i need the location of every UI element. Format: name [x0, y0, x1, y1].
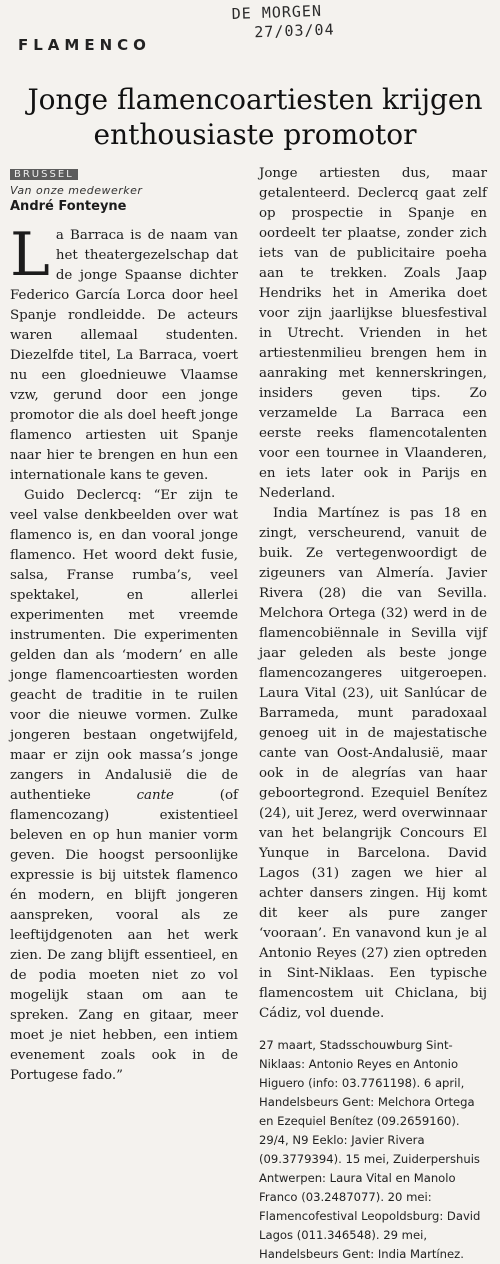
- headline: Jonge flamencoartiesten krijgen enthousiaste promotor: [27, 83, 483, 151]
- handwritten-stamp: [231, 0, 402, 43]
- article-paragraph: Guido Declercq: “Er zijn te veel valse denkbeelden over wat flamenco is, en dan vooral jonge flamenco. Het woord dekt fusie, salsa, Franse rumba’s, veel spektakel, en allerlei experimenten met vreemde instrumenten. Die experimenten gelden dan als ‘modern’ en alle jonge flamencoartiesten worden geacht de traditie in te ruilen voor die nieuwe vormen. Zulke jongeren bestaan ongetwijfeld, maar er zijn ook massa’s jonge zangers in Andalusië die de authentieke cante (of flamencozang) existentieel beleven en op hun manier vorm geven. Die hoogst persoonlijke expressie is bij uitstek flamenco én modern, en blijft jongeren aanspreken, vooral als ze leeftijdgenoten aan het werk zien. De zang blijft essentieel, en de podia moeten niet zo vol mogelijk staan om aan te spreken. Zang en gitaar, meer moet je niet hebben, een intiem evenement zoals ook in de Portugese fado.”: [10, 488, 238, 1083]
- stamp-date: 27/03/04: [254, 20, 335, 42]
- byline-city: BRUSSEL: [10, 169, 78, 180]
- italic-term: cante: [136, 788, 174, 803]
- article-paragraph: La Barraca is de naam van het theatergezelschap dat de jonge Spaanse dichter Federico García Lorca door heel Spanje rondleidde. De acteurs waren allemaal studenten. Diezelfde titel, La Barraca, voert nu een gloednieuwe Vlaamse vzw, gerund door een jonge promotor die als doel heeft jonge flamenco artiesten uit Spanje naar hier te brengen en hun een internationale kans te geven.: [10, 220, 238, 483]
- article-paragraph-continued: Jonge artiesten dus, maar getalenteerd. Declercq gaat zelf op prospectie in Spanje en oordeelt ter plaatse, zonder zich iets van de publicitaire poeha aan te trekken. Zoals Jaap Hendriks het in Amerika doet voor zijn jaarlijkse bluesfestival in Utrecht. Vrienden in het artiestenmilieu brengen hem in aanraking met kennerskringen, insiders geven tips. Zo verzamelde La Barraca een eerste reeks flamencotalenten voor een tournee in Vlaanderen, en iets later ook in Parijs en Nederland.: [259, 166, 487, 501]
- event-info: 27 maart, Stadsschouwburg Sint-Niklaas: Antonio Reyes en Antonio Higuero (info: 03.7761198). 6 april, Handelsbeurs Gent: Melchora Ortega en Ezequiel Benítez (09.2659160). 29/4, N9 Eeklo: Javier Rivera (09.3779394). 15 mei, Zuiderpershuis Antwerpen: Laura Vital en Manolo Franco (03.2487077). 20 mei: Flamencofestival Leopoldsburg: David Lagos (011.346548). 29 mei, Handelsbeurs Gent: India Martínez.: [259, 1038, 481, 1261]
- article-paragraph: India Martínez is pas 18 en zingt, verscheurend, vanuit de buik. Ze vertegenwoordigt de zigeuners van Almería. Javier Rivera (28) die van Sevilla. Melchora Ortega (32) werd in de flamencobiënnale in Sevilla vijf jaar geleden als beste jonge flamencozangeres uitgeroepen. Laura Vital (23), uit Sanlúcar de Barrameda, munt paradoxaal genoeg uit in de majestatische cante van Oost-Andalusië, maar ook in de alegrías van haar geboortegrond. Ezequiel Benítez (24), uit Jerez, werd overwinnaar van het belangrijk Concours El Yunque in Barcelona. David Lagos (31) zagen we hier al achter dansers zingen. Hij komt dit keer als pure zanger ‘vooraan’. En vanavond kun je al Antonio Reyes (27) zien optreden in Sint-Niklaas. Een typische flamencostem uit Chiclana, bij Cádiz, vol duende.: [259, 506, 487, 1021]
- byline-author: André Fonteyne: [10, 199, 127, 214]
- article-column-right: [259, 164, 487, 1264]
- byline: [10, 164, 238, 216]
- dropcap: L: [10, 220, 50, 290]
- section-label: FLAMENCO: [18, 36, 151, 54]
- article-column-left: [10, 164, 238, 1086]
- byline-sub: Van onze medewerker: [10, 184, 143, 197]
- stamp-newspaper: DE MORGEN: [231, 1, 323, 23]
